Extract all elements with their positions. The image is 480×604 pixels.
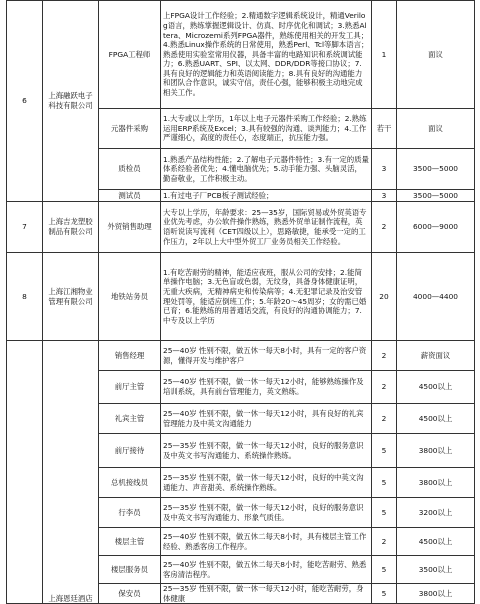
job-requirements: 25—40岁 性别不限，做一休一每天12小时，能够熟练操作及培训系统，具有前台管理能力，英文熟练。: [161, 371, 372, 404]
position-name: 总机接线员: [99, 468, 161, 498]
headcount: 若干: [372, 109, 397, 149]
job-requirements: 25—40岁 性别不限，做五休二每天8小时，具有楼层主管工作经验、熟悉客房工作程序。: [161, 528, 372, 556]
salary: 面议: [397, 1, 475, 109]
job-requirements: 上FPGA设计工作经验；2.精通数字逻辑系统设计，精通Verilog语言，熟练掌握逻辑设计、仿真、时序优化和调试；3.熟悉Altera、Microzemi系列FPGA器件，熟练使用相关的开发工具；4.熟悉Linux操作系统的日常使用，熟悉Perl、Tcl等脚本语言；熟悉使用实验室常用仪器，具备丰富的电路知识和系统调试能力；6.熟悉UART、SPI、以太网、DDR/DDR等接口协议；7.具有良好的逻辑能力和英语阅读能力；8.具有良好的沟通能力和团队合作意识，诚实守信，责任心强，能够积极主动地完成相关工作。: [161, 1, 372, 109]
headcount: 2: [372, 371, 397, 404]
table-row: [7, 202, 475, 253]
job-requirements: 1.有过电子厂PCB板子测试经验；: [161, 190, 372, 202]
job-requirements: 25—40岁 性别不限，做一休一每天12小时，具有良好的礼宾管理能力及中英文沟通能力: [161, 404, 372, 434]
headcount: 5: [372, 556, 397, 584]
position-name: 行李员: [99, 498, 161, 528]
position-name: 地铁站务员: [99, 253, 161, 341]
salary: 3500—5000: [397, 190, 475, 202]
headcount: 2: [372, 341, 397, 371]
headcount: 3: [372, 190, 397, 202]
job-requirements: 25—35岁 性别不限，做一休一每天12小时，良好的服务意识及中英文书写沟通能力、系统操作熟练。: [161, 434, 372, 468]
row-number: 8: [7, 253, 43, 341]
salary: 3800以上: [397, 434, 475, 468]
company-name: 上海恩廷酒店: [43, 341, 99, 604]
table-row: [7, 253, 475, 341]
salary: 4500以上: [397, 371, 475, 404]
headcount: 2: [372, 202, 397, 253]
company-name: 上海吉龙塑胶制品有限公司: [43, 202, 99, 253]
position-name: 保安员: [99, 584, 161, 604]
row-number: 7: [7, 202, 43, 253]
job-requirements: 1.熟悉产品结构性能；2.了解电子元器件特性；3.有一定的质量体系经验者优先；4.懂电脑优先；5.动手能力强、头脑灵活，勤奋敬业，工作积极主动。: [161, 149, 372, 190]
headcount: 5: [372, 434, 397, 468]
position-name: 元器件采购: [99, 109, 161, 149]
salary: 3800以上: [397, 468, 475, 498]
headcount: 3: [372, 149, 397, 190]
headcount: 20: [372, 253, 397, 341]
salary: 3200以上: [397, 498, 475, 528]
job-requirements: 1.有吃苦耐劳的精神，能适应夜班，服从公司的安排；2.能简单操作电脑；3.无色盲或色弱，无纹身，具备身体健康证明，无重大疾病，无精神病史和传染病等；4.无犯罪记录及治安管理处罚等，能适应倒班工作；5.年龄20～45周岁；女的需已婚已育；6.能熟练的用普通话交流，有良好的沟通协调能力；7.中专及以上学历: [161, 253, 372, 341]
row-number: [7, 341, 43, 604]
table-row: [7, 341, 475, 371]
row-number: 6: [7, 1, 43, 202]
position-name: 质检员: [99, 149, 161, 190]
job-requirements: 25—40岁 性别不限，做五休一每天8小时，具有一定的客户资源，懂得开发与维护客户: [161, 341, 372, 371]
headcount: 5: [372, 468, 397, 498]
company-name: 上海融跃电子科技有限公司: [43, 1, 99, 202]
position-name: 前厅主管: [99, 371, 161, 404]
position-name: 前厅接待: [99, 434, 161, 468]
company-name: 上海江湘物业管理有限公司: [43, 253, 99, 341]
job-requirements: 1.大专或以上学历，1年以上电子元器件采购工作经验；2.熟练运用ERP系统及Excel；3.具有较强的沟通、谈判能力；4.工作严谨细心，高度的责任心，态度端正，抗压能力强。: [161, 109, 372, 149]
position-name: 礼宾主管: [99, 404, 161, 434]
job-listing-table: [6, 0, 475, 604]
salary: 4000—4400: [397, 253, 475, 341]
position-name: 测试员: [99, 190, 161, 202]
position-name: 外贸销售助理: [99, 202, 161, 253]
job-requirements: 大专以上学历，年龄要求：25—35岁，国际贸易或外贸英语专业优先考虑，办公软件操作熟练，熟悉外贸单证制作流程，英语听说读写流利（CET四级以上），思路敏捷，能承受一定的工作压力，2年以上大中型外贸工厂业务员相关工作经验。: [161, 202, 372, 253]
salary: 3500以上: [397, 556, 475, 584]
headcount: 5: [372, 498, 397, 528]
job-requirements: 25—40岁 性别不限，做五休二每天8小时，能吃苦耐劳、熟悉客房清洁程序。: [161, 556, 372, 584]
position-name: 楼层服务员: [99, 556, 161, 584]
headcount: 2: [372, 404, 397, 434]
table-row: [7, 1, 475, 109]
position-name: FPGA工程师: [99, 1, 161, 109]
job-requirements: 25—35岁 性别不限，做一休一每天12小时，良好的中英文沟通能力、声音甜美、系统操作熟练。: [161, 468, 372, 498]
salary: 3800以上: [397, 584, 475, 604]
job-requirements: 25—35岁 性别不限，做一休一每天12小时，良好的服务意识及中英文书写沟通能力、形象气质佳。: [161, 498, 372, 528]
salary: 薪资面议: [397, 341, 475, 371]
job-requirements: 25—35岁 性别不限，做一休一每天12小时，能吃苦耐劳，身体健康: [161, 584, 372, 604]
salary: 6000—9000: [397, 202, 475, 253]
position-name: 销售经理: [99, 341, 161, 371]
headcount: 5: [372, 584, 397, 604]
headcount: 2: [372, 528, 397, 556]
salary: 面议: [397, 109, 475, 149]
salary: 3500—5000: [397, 149, 475, 190]
salary: 4500以上: [397, 404, 475, 434]
position-name: 楼层主管: [99, 528, 161, 556]
headcount: 1: [372, 1, 397, 109]
salary: 4500以上: [397, 528, 475, 556]
